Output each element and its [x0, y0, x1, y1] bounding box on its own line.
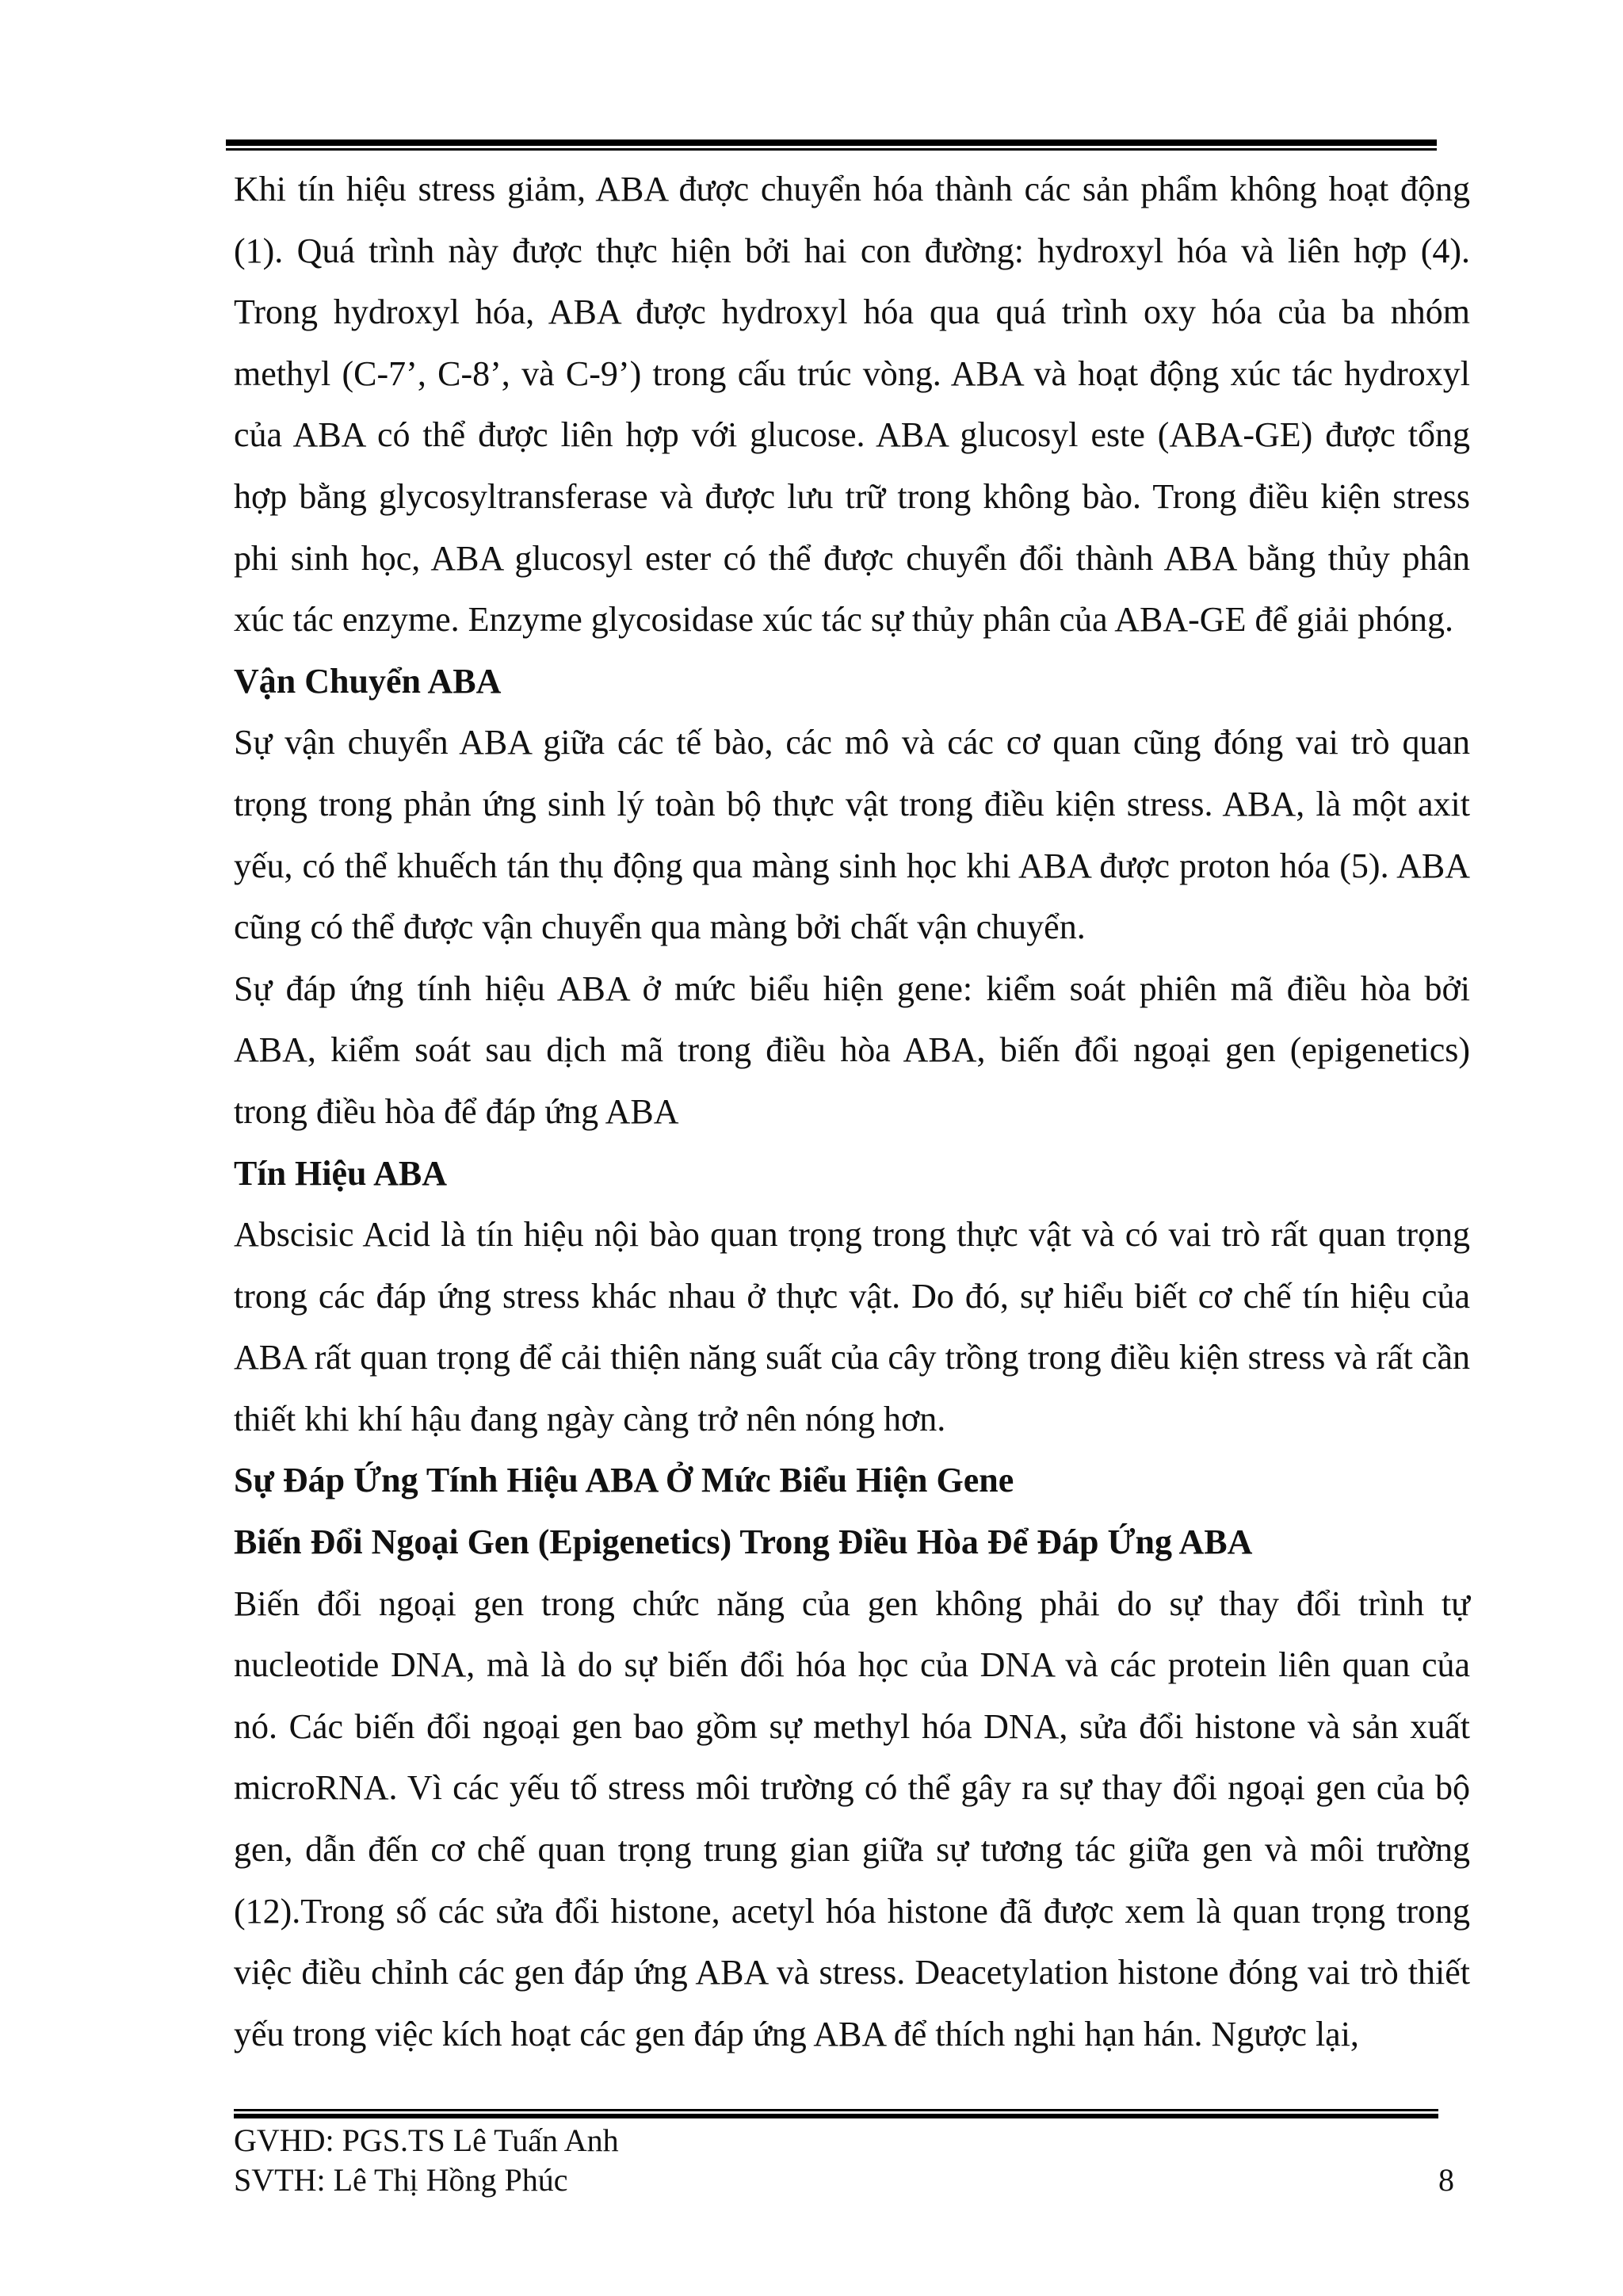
document-body	[234, 159, 1470, 2065]
heading-aba-signaling: Tín Hiệu ABA	[234, 1153, 447, 1193]
heading-epigenetics: Biến Đổi Ngoại Gen (Epigenetics) Trong Điều Hòa Để Đáp Ứng ABA	[234, 1522, 1253, 1562]
heading-aba-transport: Vận Chuyển ABA	[234, 661, 502, 701]
paragraph-aba-transport: Sự vận chuyển ABA giữa các tế bào, các mô và các cơ quan cũng đóng vai trò quan trọng trong phản ứng sinh lý toàn bộ thực vật trong điều kiện stress. ABA, là một axit yếu, có thể khuếch tán thụ động qua màng sinh học khi ABA được proton hóa (5). ABA cũng có thể được vận chuyển qua màng bởi chất vận chuyển.	[234, 723, 1470, 947]
paragraph-aba-signaling: Abscisic Acid là tín hiệu nội bào quan trọng trong thực vật và có vai trò rất quan trọng trong các đáp ứng stress khác nhau ở thực vật. Do đó, sự hiểu biết cơ chế tín hiệu của ABA rất quan trọng để cải thiện năng suất của cây trồng trong điều kiện stress và rất cần thiết khi khí hậu đang ngày càng trở nên nóng hơn.	[234, 1215, 1470, 1438]
page-footer	[234, 2121, 1454, 2200]
footer-rule	[234, 2109, 1438, 2118]
heading-aba-gene-expression-response: Sự Đáp Ứng Tính Hiệu ABA Ở Mức Biểu Hiện Gene	[234, 1461, 1014, 1500]
paragraph-epigenetics: Biến đổi ngoại gen trong chức năng của gen không phải do sự thay đổi trình tự nucleotide DNA, mà là do sự biến đổi hóa học của DNA và các protein liên quan của nó. Các biến đổi ngoại gen bao gồm sự methyl hóa DNA, sửa đổi histone và sản xuất microRNA. Vì các yếu tố stress môi trường có thể gây ra sự thay đổi ngoại gen của bộ gen, dẫn đến cơ chế quan trọng trung gian giữa sự tương tác giữa gen và môi trường (12).Trong số các sửa đổi histone, acetyl hóa histone đã được xem là quan trọng trong việc điều chỉnh các gen đáp ứng ABA và stress. Deacetylation histone đóng vai trò thiết yếu trong việc kích hoạt các gen đáp ứng ABA để thích nghi hạn hán. Ngược lại,	[234, 1584, 1470, 2053]
footer-student: SVTH: Lê Thị Hồng Phúc	[234, 2162, 568, 2198]
footer-advisor: GVHD: PGS.TS Lê Tuấn Anh	[234, 2122, 619, 2158]
page-number: 8	[1438, 2162, 1454, 2198]
header-rule	[226, 139, 1437, 151]
paragraph-aba-catabolism: Khi tín hiệu stress giảm, ABA được chuyển hóa thành các sản phẩm không hoạt động (1). Quá trình này được thực hiện bởi hai con đường: hydroxyl hóa và liên hợp (4). Trong hydroxyl hóa, ABA được hydroxyl hóa qua quá trình oxy hóa của ba nhóm methyl (C-7’, C-8’, và C-9’) trong cấu trúc vòng. ABA và hoạt động xúc tác hydroxyl của ABA có thể được liên hợp với glucose. ABA glucosyl este (ABA-GE) được tổng hợp bằng glycosyltransferase và được lưu trữ trong không bào. Trong điều kiện stress phi sinh học, ABA glucosyl ester có thể được chuyển đổi thành ABA bằng thủy phân xúc tác enzyme. Enzyme glycosidase xúc tác sự thủy phân của ABA-GE để giải phóng.	[234, 170, 1470, 640]
paragraph-aba-gene-expression: Sự đáp ứng tính hiệu ABA ở mức biểu hiện gene: kiểm soát phiên mã điều hòa bởi ABA, kiểm soát sau dịch mã trong điều hòa ABA, biến đổi ngoại gen (epigenetics) trong điều hòa để đáp ứng ABA	[234, 968, 1470, 1131]
